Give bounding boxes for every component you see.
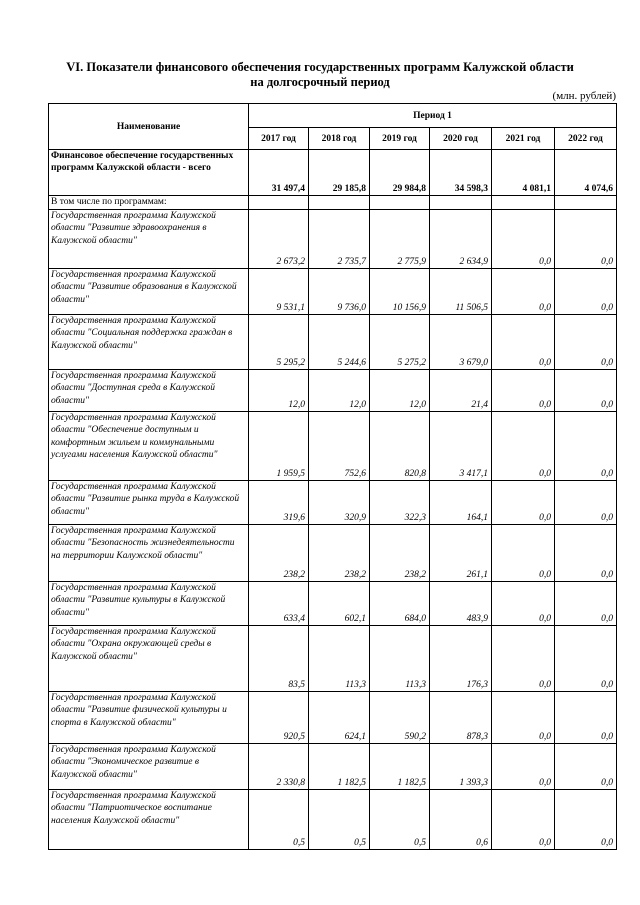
value-cell: 4 074,6 bbox=[555, 150, 617, 196]
value-cell: 10 156,9 bbox=[370, 269, 430, 315]
value-cell: 0,0 bbox=[492, 626, 555, 692]
value-cell: 820,8 bbox=[370, 412, 430, 481]
value-cell: 0,0 bbox=[555, 790, 617, 850]
program-name-cell: Государственная программа Калужской области "Развитие образования в Калужской области" bbox=[49, 269, 249, 315]
table-row bbox=[49, 790, 617, 850]
value-cell: 0,0 bbox=[555, 412, 617, 481]
table-row bbox=[49, 150, 617, 196]
value-cell: 0,5 bbox=[370, 790, 430, 850]
program-name-cell: Государственная программа Калужской области "Обеспечение доступным и комфортным жильем и коммунальными услугами населения Калужской области" bbox=[49, 412, 249, 481]
value-cell: 2 634,9 bbox=[430, 210, 492, 269]
empty-cell bbox=[249, 196, 309, 210]
value-cell: 0,0 bbox=[555, 269, 617, 315]
value-cell: 11 506,5 bbox=[430, 269, 492, 315]
table-row bbox=[49, 210, 617, 269]
value-cell: 1 959,5 bbox=[249, 412, 309, 481]
value-cell: 83,5 bbox=[249, 626, 309, 692]
value-cell: 0,0 bbox=[555, 210, 617, 269]
value-cell: 0,0 bbox=[492, 582, 555, 626]
table-row bbox=[49, 481, 617, 525]
value-cell: 322,3 bbox=[370, 481, 430, 525]
value-cell: 238,2 bbox=[370, 525, 430, 582]
header-year: 2017 год bbox=[249, 128, 309, 150]
value-cell: 2 775,9 bbox=[370, 210, 430, 269]
header-year: 2019 год bbox=[370, 128, 430, 150]
empty-cell bbox=[430, 196, 492, 210]
header-year: 2018 год bbox=[309, 128, 370, 150]
value-cell: 21,4 bbox=[430, 370, 492, 412]
value-cell: 0,6 bbox=[430, 790, 492, 850]
table-body bbox=[49, 150, 617, 850]
value-cell: 0,5 bbox=[249, 790, 309, 850]
program-financing-table bbox=[48, 103, 617, 850]
table-row bbox=[49, 692, 617, 744]
value-cell: 633,4 bbox=[249, 582, 309, 626]
value-cell: 176,3 bbox=[430, 626, 492, 692]
value-cell: 0,0 bbox=[492, 692, 555, 744]
value-cell: 320,9 bbox=[309, 481, 370, 525]
header-period: Период 1 bbox=[249, 104, 617, 128]
empty-cell bbox=[492, 196, 555, 210]
table-row bbox=[49, 315, 617, 370]
header-name: Наименование bbox=[49, 104, 249, 150]
value-cell: 3 417,1 bbox=[430, 412, 492, 481]
program-name-cell: Государственная программа Калужской области "Безопасность жизнедеятельности на территории Калужской области" bbox=[49, 525, 249, 582]
value-cell: 2 673,2 bbox=[249, 210, 309, 269]
value-cell: 483,9 bbox=[430, 582, 492, 626]
value-cell: 2 330,8 bbox=[249, 744, 309, 790]
table-row bbox=[49, 370, 617, 412]
table-row bbox=[49, 196, 617, 210]
empty-cell bbox=[555, 196, 617, 210]
program-name-cell: Государственная программа Калужской области "Доступная среда в Калужской области" bbox=[49, 370, 249, 412]
program-name-cell: Государственная программа Калужской области "Развитие рынка труда в Калужской области" bbox=[49, 481, 249, 525]
value-cell: 12,0 bbox=[309, 370, 370, 412]
value-cell: 0,0 bbox=[555, 525, 617, 582]
value-cell: 0,0 bbox=[555, 370, 617, 412]
value-cell: 0,0 bbox=[555, 481, 617, 525]
value-cell: 0,0 bbox=[492, 315, 555, 370]
value-cell: 4 081,1 bbox=[492, 150, 555, 196]
value-cell: 5 275,2 bbox=[370, 315, 430, 370]
value-cell: 1 182,5 bbox=[309, 744, 370, 790]
table-row bbox=[49, 582, 617, 626]
value-cell: 113,3 bbox=[370, 626, 430, 692]
table-row bbox=[49, 269, 617, 315]
value-cell: 9 531,1 bbox=[249, 269, 309, 315]
value-cell: 0,0 bbox=[555, 315, 617, 370]
value-cell: 164,1 bbox=[430, 481, 492, 525]
value-cell: 0,0 bbox=[492, 210, 555, 269]
program-name-cell: Государственная программа Калужской области "Экономическое развитие в Калужской области" bbox=[49, 744, 249, 790]
empty-cell bbox=[370, 196, 430, 210]
value-cell: 1 182,5 bbox=[370, 744, 430, 790]
value-cell: 319,6 bbox=[249, 481, 309, 525]
program-name-cell: Финансовое обеспечение государственных программ Калужской области - всего bbox=[49, 150, 249, 196]
header-year: 2020 год bbox=[430, 128, 492, 150]
table-row bbox=[49, 626, 617, 692]
value-cell: 602,1 bbox=[309, 582, 370, 626]
value-cell: 684,0 bbox=[370, 582, 430, 626]
value-cell: 0,0 bbox=[492, 412, 555, 481]
value-cell: 5 244,6 bbox=[309, 315, 370, 370]
value-cell: 2 735,7 bbox=[309, 210, 370, 269]
value-cell: 0,5 bbox=[309, 790, 370, 850]
value-cell: 29 185,8 bbox=[309, 150, 370, 196]
value-cell: 0,0 bbox=[555, 626, 617, 692]
empty-cell bbox=[309, 196, 370, 210]
program-name-cell: Государственная программа Калужской области "Развитие культуры в Калужской области" bbox=[49, 582, 249, 626]
value-cell: 261,1 bbox=[430, 525, 492, 582]
table-row bbox=[49, 744, 617, 790]
value-cell: 0,0 bbox=[555, 744, 617, 790]
value-cell: 34 598,3 bbox=[430, 150, 492, 196]
header-year: 2021 год bbox=[492, 128, 555, 150]
value-cell: 0,0 bbox=[492, 744, 555, 790]
value-cell: 624,1 bbox=[309, 692, 370, 744]
value-cell: 1 393,3 bbox=[430, 744, 492, 790]
value-cell: 12,0 bbox=[249, 370, 309, 412]
value-cell: 920,5 bbox=[249, 692, 309, 744]
table-row bbox=[49, 525, 617, 582]
value-cell: 113,3 bbox=[309, 626, 370, 692]
program-name-cell: Государственная программа Калужской области "Развитие здравоохранения в Калужской области" bbox=[49, 210, 249, 269]
program-name-cell: Государственная программа Калужской области "Патриотическое воспитание населения Калужской области" bbox=[49, 790, 249, 850]
value-cell: 29 984,8 bbox=[370, 150, 430, 196]
value-cell: 12,0 bbox=[370, 370, 430, 412]
value-cell: 3 679,0 bbox=[430, 315, 492, 370]
value-cell: 0,0 bbox=[555, 692, 617, 744]
value-cell: 5 295,2 bbox=[249, 315, 309, 370]
value-cell: 0,0 bbox=[492, 370, 555, 412]
value-cell: 0,0 bbox=[492, 790, 555, 850]
unit-label: (млн. рублей) bbox=[552, 90, 616, 102]
program-name-cell: Государственная программа Калужской области "Развитие физической культуры и спорта в Калужской области" bbox=[49, 692, 249, 744]
program-name-cell: В том числе по программам: bbox=[49, 196, 249, 210]
value-cell: 238,2 bbox=[249, 525, 309, 582]
value-cell: 31 497,4 bbox=[249, 150, 309, 196]
table-row bbox=[49, 412, 617, 481]
value-cell: 0,0 bbox=[492, 269, 555, 315]
value-cell: 0,0 bbox=[492, 481, 555, 525]
document-title bbox=[0, 60, 640, 90]
program-name-cell: Государственная программа Калужской области "Социальная поддержка граждан в Калужской области" bbox=[49, 315, 249, 370]
value-cell: 0,0 bbox=[492, 525, 555, 582]
value-cell: 752,6 bbox=[309, 412, 370, 481]
header-year: 2022 год bbox=[555, 128, 617, 150]
value-cell: 0,0 bbox=[555, 582, 617, 626]
title-line-2: на долгосрочный период bbox=[250, 75, 390, 89]
value-cell: 9 736,0 bbox=[309, 269, 370, 315]
title-line-1: VI. Показатели финансового обеспечения государственных программ Калужской области bbox=[66, 60, 574, 74]
program-name-cell: Государственная программа Калужской области "Охрана окружающей среды в Калужской области" bbox=[49, 626, 249, 692]
value-cell: 238,2 bbox=[309, 525, 370, 582]
value-cell: 590,2 bbox=[370, 692, 430, 744]
value-cell: 878,3 bbox=[430, 692, 492, 744]
